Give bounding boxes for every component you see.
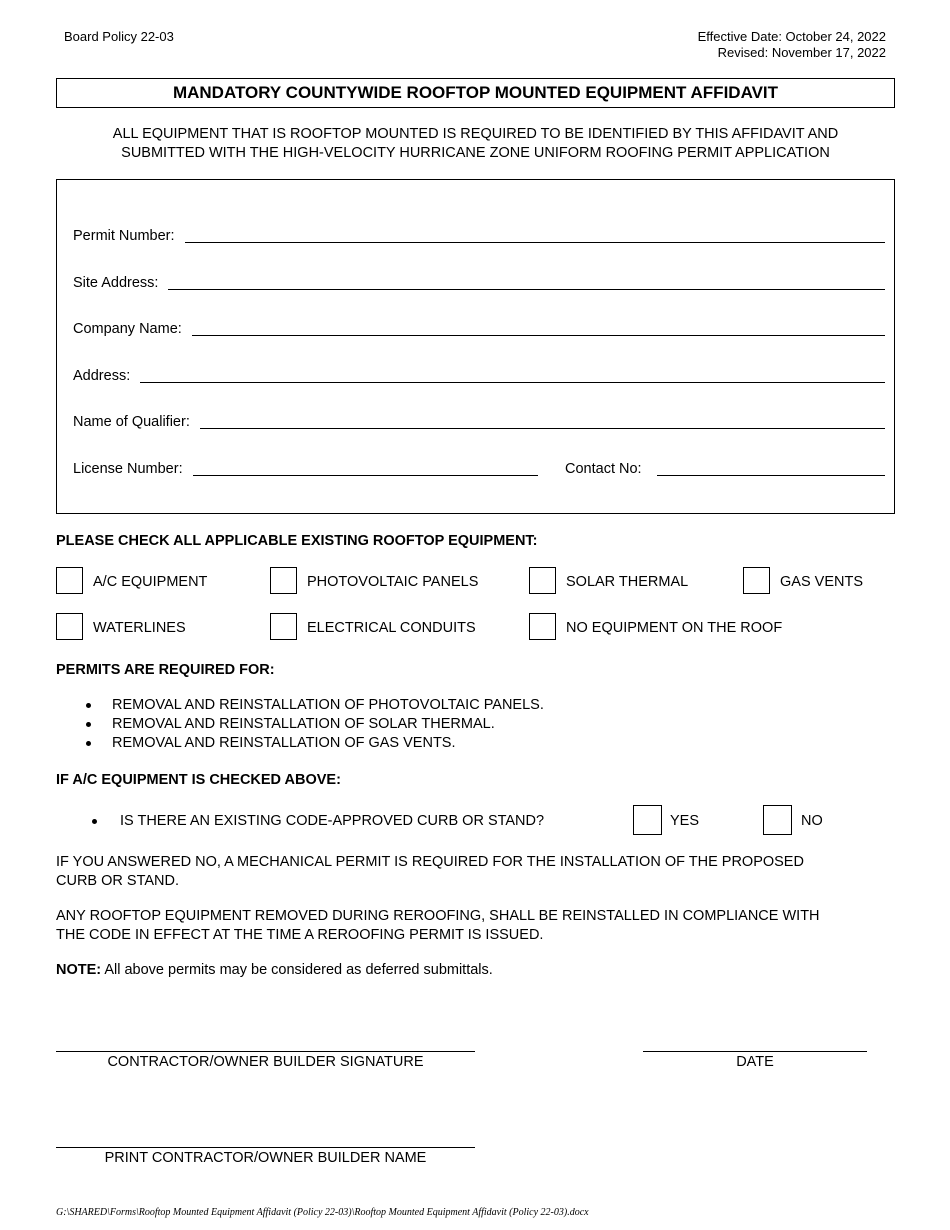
subtitle-line-1: ALL EQUIPMENT THAT IS ROOFTOP MOUNTED IS REQUIRED TO BE IDENTIFIED BY THIS AFFIDAVIT AND	[112, 126, 839, 142]
note-text: All above permits may be considered as deferred submittals.	[101, 962, 493, 978]
waterlines-checkbox[interactable]	[56, 613, 83, 640]
no-equipment-label: NO EQUIPMENT ON THE ROOF	[566, 620, 783, 636]
form-title: MANDATORY COUNTYWIDE ROOFTOP MOUNTED EQUIPMENT AFFIDAVIT	[172, 83, 779, 102]
electrical-conduits-checkbox[interactable]	[270, 613, 297, 640]
effective-date: Effective Date: October 24, 2022	[697, 29, 886, 44]
electrical-conduits-label: ELECTRICAL CONDUITS	[307, 620, 476, 636]
contact-no-input[interactable]	[657, 458, 885, 476]
board-policy: Board Policy 22-03	[64, 29, 174, 44]
permit-number-field	[73, 225, 885, 245]
waterlines-label: WATERLINES	[93, 620, 186, 636]
permit-item-text: REMOVAL AND REINSTALLATION OF PHOTOVOLTAIC PANELS.	[112, 697, 544, 713]
equipment-heading: PLEASE CHECK ALL APPLICABLE EXISTING ROOFTOP EQUIPMENT:	[56, 533, 538, 549]
note-paragraph	[56, 961, 896, 980]
permit-number-input[interactable]	[185, 225, 885, 243]
paragraph-line: CURB OR STAND.	[56, 873, 179, 889]
solar-thermal-label: SOLAR THERMAL	[566, 574, 689, 590]
bullet-icon	[86, 741, 91, 746]
reinstall-paragraph	[56, 907, 896, 945]
permit-item-text: REMOVAL AND REINSTALLATION OF SOLAR THERMAL.	[112, 716, 495, 732]
permit-item	[86, 734, 456, 753]
curb-question-text: IS THERE AN EXISTING CODE-APPROVED CURB OR STAND?	[120, 813, 545, 829]
address-label: Address:	[73, 368, 131, 384]
address-field	[73, 365, 885, 385]
subtitle-line-2: SUBMITTED WITH THE HIGH-VELOCITY HURRICANE ZONE UNIFORM ROOFING PERMIT APPLICATION	[121, 145, 830, 161]
mechanical-permit-paragraph	[56, 853, 896, 891]
permit-item	[86, 696, 544, 715]
photovoltaic-panels-checkbox[interactable]	[270, 567, 297, 594]
qualifier-label: Name of Qualifier:	[73, 414, 190, 430]
photovoltaic-panels-label: PHOTOVOLTAIC PANELS	[307, 574, 479, 590]
contractor-signature-label: CONTRACTOR/OWNER BUILDER SIGNATURE	[107, 1054, 424, 1070]
ac-heading: IF A/C EQUIPMENT IS CHECKED ABOVE:	[56, 772, 341, 788]
qualifier-input[interactable]	[200, 411, 885, 429]
license-number-input[interactable]	[193, 458, 538, 476]
site-address-field	[73, 272, 885, 292]
curb-no-label: NO	[801, 813, 823, 829]
paragraph-line: IF YOU ANSWERED NO, A MECHANICAL PERMIT IS REQUIRED FOR THE INSTALLATION OF THE PROPOSED	[56, 854, 804, 870]
permits-heading: PERMITS ARE REQUIRED FOR:	[56, 662, 275, 678]
permit-item-text: REMOVAL AND REINSTALLATION OF GAS VENTS.	[112, 735, 456, 751]
ac-equipment-label: A/C EQUIPMENT	[93, 574, 208, 590]
curb-yes-checkbox[interactable]	[633, 805, 662, 835]
file-path-footer: G:\SHARED\Forms\Rooftop Mounted Equipment Affidavit (Policy 22-03)\Rooftop Mounted Equipment Affidavit (Policy 22-03).docx	[56, 1207, 589, 1218]
contact-no-label: Contact No:	[565, 461, 642, 477]
contact-no-field	[565, 458, 885, 478]
form-subtitle	[56, 125, 895, 163]
qualifier-field	[73, 411, 885, 431]
print-name-line[interactable]	[56, 1147, 475, 1148]
date-line[interactable]	[643, 1051, 867, 1052]
paragraph-line: ANY ROOFTOP EQUIPMENT REMOVED DURING REROOFING, SHALL BE REINSTALLED IN COMPLIANCE WITH	[56, 908, 820, 924]
permit-item	[86, 715, 495, 734]
address-input[interactable]	[140, 365, 885, 383]
curb-yes-label: YES	[670, 813, 700, 829]
site-address-input[interactable]	[168, 272, 885, 290]
note-label: NOTE:	[56, 962, 102, 978]
bullet-icon	[86, 722, 91, 727]
gas-vents-label: GAS VENTS	[780, 574, 863, 590]
date-label: DATE	[736, 1054, 774, 1070]
gas-vents-checkbox[interactable]	[743, 567, 770, 594]
permit-number-label: Permit Number:	[73, 228, 175, 244]
form-title-box	[56, 78, 895, 108]
company-name-field	[73, 318, 885, 338]
solar-thermal-checkbox[interactable]	[529, 567, 556, 594]
applicant-info-box	[56, 179, 895, 514]
company-name-label: Company Name:	[73, 321, 182, 337]
paragraph-line: THE CODE IN EFFECT AT THE TIME A REROOFING PERMIT IS ISSUED.	[56, 927, 544, 943]
revised-date: Revised: November 17, 2022	[717, 45, 886, 60]
no-equipment-checkbox[interactable]	[529, 613, 556, 640]
curb-no-checkbox[interactable]	[763, 805, 792, 835]
contractor-signature-line[interactable]	[56, 1051, 475, 1052]
curb-question	[92, 812, 544, 831]
company-name-input[interactable]	[192, 318, 885, 336]
print-name-label: PRINT CONTRACTOR/OWNER BUILDER NAME	[104, 1150, 427, 1166]
bullet-icon	[92, 819, 97, 824]
site-address-label: Site Address:	[73, 275, 159, 291]
ac-equipment-checkbox[interactable]	[56, 567, 83, 594]
license-number-field	[73, 458, 538, 478]
license-number-label: License Number:	[73, 461, 183, 477]
bullet-icon	[86, 703, 91, 708]
